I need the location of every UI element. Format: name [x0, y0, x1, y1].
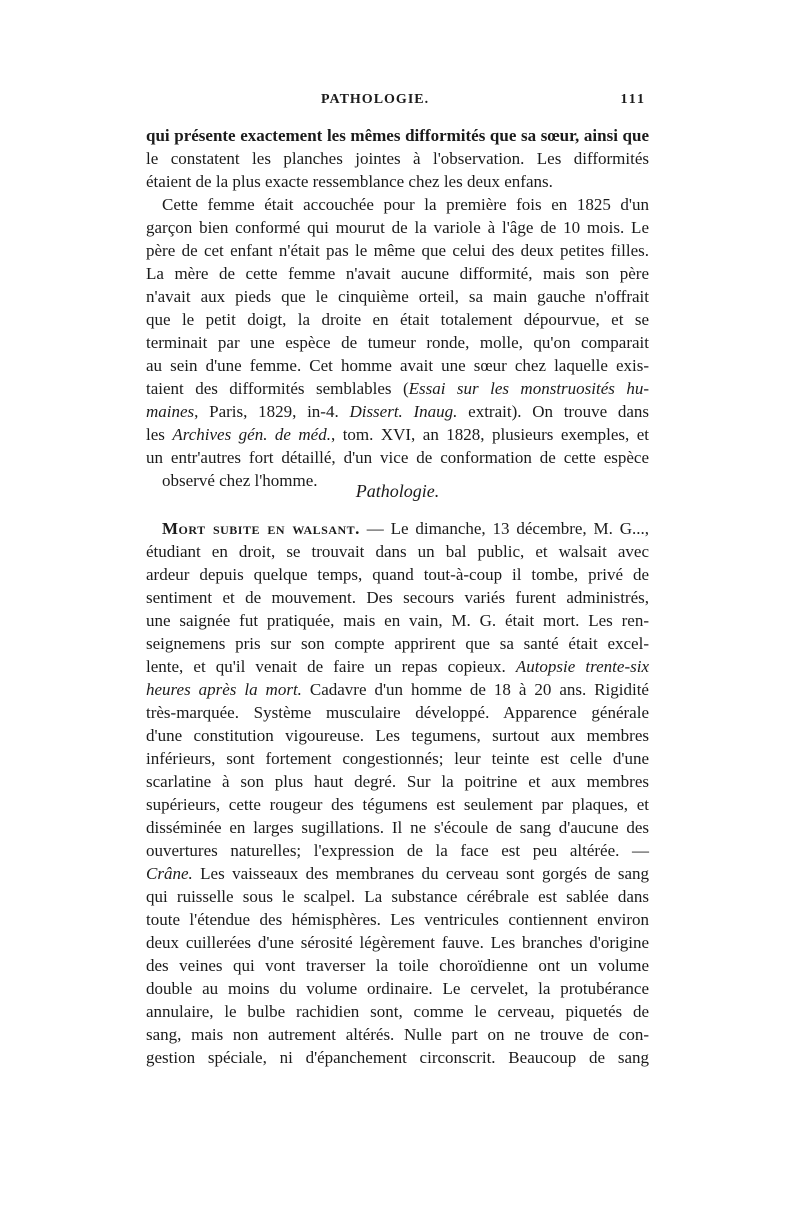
text-line: sang, mais non autrement altérés. Nulle part on ne trouve de con- — [146, 1025, 649, 1044]
text-run: taient des difformités semblables ( — [146, 379, 409, 398]
text-run: lente, et qu'il venait de faire un repas copieux. — [146, 657, 516, 676]
text-line: inférieurs, sont fortement congestionnés; leur teinte est celle d'une — [146, 749, 649, 768]
text-run: , Paris, 1829, in-4. — [194, 402, 350, 421]
case-title: Mort subite en walsant. — [162, 519, 360, 538]
text-line: d'une constitution vigoureuse. Les tegumens, surtout aux membres — [146, 726, 649, 745]
text-line: La mère de cette femme n'avait aucune difformité, mais son père — [146, 264, 649, 283]
text-line: Cette femme était accouchée pour la première fois en 1825 d'un — [162, 195, 649, 214]
text-line — [146, 862, 649, 886]
text-line: sentiment et de mouvement. Des secours variés furent administrés, — [146, 588, 649, 607]
running-title: PATHOLOGIE. — [321, 92, 430, 107]
text-line: étudiant en droit, se trouvait dans un bal public, et walsait avec — [146, 542, 649, 561]
text-line: observé chez l'homme. — [162, 471, 318, 490]
text-line: gestion spéciale, ni d'épanchement circonscrit. Beaucoup de sang — [146, 1048, 649, 1067]
text-line: le constatent les planches jointes à l'observation. Les difformités — [146, 149, 649, 168]
text-line: très-marquée. Système musculaire développé. Apparence générale — [146, 703, 649, 722]
subsection-label: heures après la mort. — [146, 680, 302, 699]
text-line: ouvertures naturelles; l'expression de la face est peu altérée. — — [146, 841, 649, 860]
text-line: qui ruisselle sous le scalpel. La substance cérébrale est sablée dans — [146, 887, 649, 906]
citation-title: Dissert. Inaug. — [349, 402, 458, 421]
page-number: 111 — [620, 92, 646, 107]
text-line: ardeur depuis quelque temps, quand tout-à-coup il tombe, privé de — [146, 565, 649, 584]
text-line — [146, 655, 649, 679]
text-line — [146, 400, 649, 424]
text-line: supérieurs, cette rougeur des tégumens est seulement par plaques, et — [146, 795, 649, 814]
text-line: au sein d'une femme. Cet homme avait une sœur chez laquelle exis- — [146, 356, 649, 375]
text-line — [146, 377, 649, 401]
text-line — [146, 423, 649, 447]
text-line: double au moins du volume ordinaire. Le cervelet, la protubérance — [146, 979, 649, 998]
text-line: deux cuillerées d'une sérosité légèrement fauve. Les branches d'origine — [146, 933, 649, 952]
text-line — [146, 678, 649, 702]
text-line — [162, 517, 649, 541]
text-line: disséminée en larges sugillations. Il ne s'écoule de sang d'aucune des — [146, 818, 649, 837]
text-run: Les vaisseaux des membranes du cerveau sont gorgés de sang — [192, 864, 649, 883]
subsection-label: Crâne. — [146, 864, 193, 883]
text-run: Cadavre d'un homme de 18 à 20 ans. Rigidité — [301, 680, 649, 699]
section-heading: Pathologie. — [355, 481, 440, 501]
citation-title: Archives gén. de méd. — [172, 425, 331, 444]
text-line: garçon bien conformé qui mourut de la variole à l'âge de 10 mois. Le — [146, 218, 649, 237]
subsection-label: Autopsie trente-six — [515, 657, 649, 676]
citation-title: maines — [146, 402, 195, 421]
text-line: un entr'autres fort détaillé, d'un vice de conformation de cette espèce — [146, 448, 649, 467]
text-line: toute l'étendue des hémisphères. Les ventricules contiennent environ — [146, 910, 649, 929]
text-run: , tom. XVI, an 1828, plusieurs exemples, et — [330, 425, 649, 444]
text-line: seignemens pris sur son compte apprirent que sa santé était excel- — [146, 634, 649, 653]
text-line: des veines qui vont traverser la toile choroïdienne ont un volume — [146, 956, 649, 975]
text-line: que le petit doigt, la droite en était totalement dépourvue, et se — [146, 310, 649, 329]
text-line: qui présente exactement les mêmes difformités que sa sœur, ainsi que — [146, 126, 649, 145]
text-line: scarlatine à son plus haut degré. Sur la poitrine et aux membres — [146, 772, 649, 791]
text-line: étaient de la plus exacte ressemblance chez les deux enfans. — [146, 172, 553, 191]
text-run: — Le dimanche, 13 décembre, M. G..., — [359, 519, 649, 538]
text-run: extrait). On trouve dans — [457, 402, 650, 421]
text-line: père de cet enfant n'était pas le même que celui des deux petites filles. — [146, 241, 649, 260]
citation-title: Essai sur les monstruosités hu- — [408, 379, 649, 398]
text-line: terminait par une espèce de tumeur ronde, molle, qu'on comparait — [146, 333, 649, 352]
text-line: annulaire, le bulbe rachidien sont, comme le cerveau, piquetés de — [146, 1002, 649, 1021]
text-run: les — [146, 425, 173, 444]
text-line: n'avait aux pieds que le cinquième orteil, sa main gauche n'offrait — [146, 287, 649, 306]
running-head — [146, 92, 646, 114]
text-line: une saignée fut pratiquée, mais en vain, M. G. était mort. Les ren- — [146, 611, 649, 630]
